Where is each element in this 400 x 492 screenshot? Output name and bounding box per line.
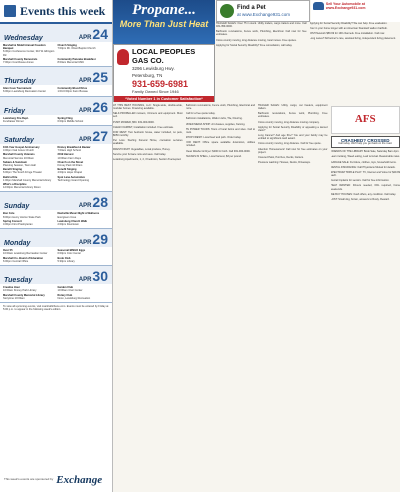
event-item[interactable] [3,249,55,255]
classified-ad: Applying for Social Security Disability? Free consultation, call today. [216,43,293,47]
event-details: 10:00am Farm Days [57,156,81,160]
classified-column-3 [258,104,328,492]
afs-ad[interactable] [331,106,400,134]
classified-ad: Long Lanes? Alzheimer's care, assisted living, independent living placement. [309,37,396,41]
day-month: APR [78,277,92,284]
event-details: 6:00pm The South Fringe Theater [3,171,42,175]
event-item[interactable] [58,161,110,167]
event-item[interactable] [3,153,55,159]
event-title: Community Blood Drive [57,87,88,91]
classified-ad: Bathroom installations, Walk-in tubs, Tile, Flooring. [185,117,243,121]
classifieds-area [113,0,400,492]
event-item[interactable] [58,58,110,64]
event-item[interactable] [58,176,110,182]
classified-ad: Lewisburg Apartments, 1, 2, 3 bedroom, Section 8 accepted. [113,157,182,161]
event-list [0,247,112,265]
day-month: APR [78,203,92,210]
propane-ad[interactable] [113,0,215,44]
lpg-address-1: 3296 Lewisburg Hwy. [132,66,175,71]
classified-ad: Cross country moving, long distance moving, local moves. Free quotes. [216,38,297,42]
day-number: 30 [92,268,108,285]
event-item[interactable] [3,183,55,189]
event-title: Spot Lane Automotive [57,175,85,179]
day-number: 27 [92,128,108,145]
calendar-icon [4,5,16,17]
event-title: Church on the Street [57,160,84,164]
event-list [0,85,112,95]
propane-subhead: More Than Just Heat [119,19,209,29]
classified-ad: SPECTRUM TRIPLE PLAY: TV, Internet and Voice for $29.99 each. [330,170,400,178]
classified-ad: WE BUY HOUSES: Cash offers, any condition. Call today. [330,192,397,196]
event-item[interactable] [3,87,55,93]
event-title: Marshall County Memorial Library [3,293,45,297]
event-item[interactable] [3,212,55,218]
car-icon [313,2,324,10]
event-item[interactable] [58,294,110,300]
event-details: 10:00am Civic Center [57,289,83,293]
day-name: Sunday [4,203,30,211]
event-item[interactable] [3,44,55,57]
event-title: Build a Kite [3,175,18,179]
event-title: What's a Discipline [3,183,27,187]
exchange-logo: Exchange [56,474,103,486]
classified-ad: Lawn mowing, Weed eating, Leaf removal. Reasonable rates. [330,155,400,159]
event-title: Marshall & Slidell Annual Freedom Banquet [3,44,46,51]
event-item[interactable] [58,212,110,218]
classified-ad: Applying for Social Security Disability? We can help. Free evaluation. [309,22,388,25]
event-item[interactable] [3,58,55,64]
day-header [0,229,112,247]
day-header [0,97,112,115]
classified-ad: FOR RENT: Office space available downtown, utilities included. [185,141,255,148]
day-name: Friday [4,107,26,115]
find-a-pet-ad[interactable] [216,0,310,22]
crash-ad[interactable] [331,136,400,148]
find-pet-url: at www.Exchange931.com [237,12,291,17]
event-details: 6:00pm Lewisburg Recreation Center [3,90,46,94]
event-details: 8:00pm Henry Horton State Park [3,215,41,219]
day-header [0,126,112,144]
event-details: 7:00pm Courthouse Annex [3,61,34,65]
afs-logo: AFS [354,113,376,126]
day-name: Wednesday [4,35,43,42]
classified-column-top-left [216,22,307,104]
event-list [0,42,112,66]
day-name: Saturday [4,137,34,145]
event-details: 10:00am Lewisburg Recreation Center [3,252,48,256]
day-date [79,268,108,284]
event-list [0,284,112,302]
event-details: 8:00am Memorial UMC [57,61,85,65]
classified-ad: CLEAN CARPET, Installation included. Free estimate. [113,125,174,129]
day-number: 24 [92,26,108,42]
lpg-address-2: Petersburg, TN [132,72,163,78]
event-list [0,144,112,191]
day-header [0,192,112,210]
event-title: Spring Concert [3,219,22,223]
day-name: Tuesday [4,277,33,285]
event-title: Marshall County Democrats [3,57,38,61]
day-date [79,26,108,42]
event-details: 4:00pm Hope Chapel [57,171,83,175]
event-details: 7:00pm Mt. Olivet Baptist Church [57,47,96,51]
day-month: APR [78,78,92,85]
classified-column-1 [113,104,183,492]
day-name: Monday [4,240,31,248]
classified-ad: DENTAL INSURANCE: Call Physicians Mutual for details. [330,165,396,169]
day-month: APR [78,107,92,114]
classified-ad: Covered Patio, Porches, Decks, Gutters. [258,155,304,159]
event-details: Kinney Park 10:00am [57,164,83,168]
event-item[interactable] [3,220,55,226]
event-details: Noon, Lewisburg Recreation [57,296,91,300]
event-title: Subaru & Sundown [3,160,27,164]
day-header [0,24,112,42]
event-details: 4:00pm First Presbyterian [3,223,33,227]
classified-ad: Pet Loss: Sterling Funeral Home, cremation services available. [113,139,183,146]
propane-headline: Propane... [132,2,196,18]
sell-car-title: Sell Your Automobile at www.Exchange931.com [325,2,366,10]
event-details: 2:00pm Downtown [57,223,79,227]
classified-ad: Call for a free quote today. [185,112,216,116]
day-name: Thursday [4,78,36,86]
day-section [0,97,112,126]
event-details: Planning Session, Town Hall [3,164,36,168]
events-header [0,0,112,24]
event-details: 5:30pm Library [57,259,75,263]
classified-ad: FRIENDS OF THE LIBRARY Book Sale, Saturday 8am-2pm. [330,150,400,154]
day-month: APR [78,137,92,144]
event-details: Technology Grand Opening [57,178,90,182]
classifieds-top [216,22,400,104]
event-item[interactable] [58,257,110,263]
classified-ad: SHOP FRESH: Local beef and pork. Order today. [185,136,242,140]
day-date [79,69,108,85]
classified-ad: Lung Cancer? And age 60+? You and your family may be entitled to significant cash award. [258,134,328,141]
event-item[interactable] [58,286,110,292]
classified-ad: Bathroom renovations, Fence work, Plumbing, Electrical and more. [185,104,255,111]
events-footer: To view all upcoming events, visit marshalltribune.com. Events must be entered by Friday at 5:00 p.m. to appear in the following week's edition. [3,304,109,312]
event-details: Storytime 10:00am [3,296,25,300]
classified-ad: Pressure washing: Houses, Decks, Driveways. [258,161,311,165]
event-details: 6:00pm Central Office [3,259,29,263]
event-title: Spring Fling [57,116,73,120]
local-peoples-gas-ad[interactable] [113,44,215,102]
events-column [0,0,113,492]
crash-title: CRASHED? CROSSED [340,138,390,143]
classified-ad: FOR RENT: Two bedroom house, water included, no pets, $650 monthly. [113,130,183,138]
event-item[interactable] [58,168,110,174]
event-title: Marshall County Veterans [3,153,35,157]
find-pet-title: Find a Pet [237,5,266,11]
day-date [79,231,108,247]
classified-ad: TRAILER SALES: Utility, cargo, car haulers, equipment trailers. [258,104,328,111]
event-title: Book Club [57,256,71,260]
event-title: Marshall Co. Board of Education [3,256,44,260]
event-details: 12:00pm Memorial Library Room [3,186,41,190]
event-item[interactable] [3,286,55,292]
day-month: APR [78,240,92,247]
event-title: Benefit Singing [3,168,23,172]
day-header [0,67,112,85]
classified-ad: Dental Implants for seniors. Call for free information. [330,179,390,183]
event-details: Fundraiser Dinner [3,119,24,123]
event-title: Seasonal BINGO Eggs [57,249,86,253]
event-item[interactable] [3,294,55,300]
classified-ad: Cross country moving, long distance moving company. [258,120,320,124]
crash-text: Call today. We'll help you get back on the road. [338,142,393,146]
classified-ad: Applying for Social Security Disability or appealing a denied claim? [258,125,328,132]
event-title: Rotary Club [57,293,73,297]
classified-column-top-right [310,22,400,104]
lpg-name: LOCAL PEOPLES GAS CO. [132,47,196,65]
event-item[interactable] [58,153,110,159]
event-details: 1:00pm Marshall County Memorial Library [3,178,52,182]
day-number: 26 [92,98,108,115]
event-item[interactable] [58,249,110,255]
event-details: 10:00am Kinney Park Library [3,289,37,293]
event-details: 1:00-6:00pm Farm Bureau [57,90,88,94]
day-number: 29 [92,231,108,248]
event-details: Evergreen Cove [57,215,77,219]
day-date [79,99,108,115]
lpg-phone: 931-659-6981 [132,79,189,89]
day-section [0,24,112,67]
event-title: Nashville Music Night of Balloons [57,212,100,216]
events-title: Events this week [20,3,106,18]
event-title: Community Pancake Breakfast [57,57,96,61]
event-title: Benefit Singing [57,168,77,172]
exchange-sponsor [4,472,108,488]
classifieds-main [113,104,400,492]
classified-ad: FRESH FRUIT: Vegetables, Local produce, Honey. [113,147,171,151]
event-details: 7:00am High School [57,149,81,153]
day-section [0,67,112,96]
day-number: 25 [92,69,108,86]
event-title: Lewisburg Fire Dept. [3,116,29,120]
paw-icon [220,4,234,18]
classified-ad: Attention Homeowners! Call now for free estimates on your project. [258,147,328,154]
classified-ad: TRAILER SALES: Over 75 in stock. Utility trailers, cargo trailers and more. Call 931-359-0000. [216,22,307,29]
event-item[interactable] [3,161,55,167]
classified-ad: MIXED MEDIA SHOP: Art classes, supplies, framing. [185,122,246,126]
classified-ad: LOST: Small dog, brown, answers to Rusty. Reward. [330,197,390,201]
day-number: 28 [92,194,108,211]
classified-column-2 [186,104,256,492]
classified-ad: Your in your home longer with an American Standard walk-in bathtub. [309,27,388,31]
event-details: 6:00pm Civic Center [57,252,81,256]
event-item[interactable] [3,257,55,263]
day-section [0,192,112,229]
events-days [0,24,112,303]
day-date [79,128,108,144]
event-item[interactable] [58,87,110,93]
classified-ad: Bathroom renovations, Fence work, Plumbing. Free estimates. [258,112,328,119]
classified-ad: PECANS IN SHELL, Local harvest, $3 per pound. [185,154,242,158]
classified-column-4 [331,104,400,492]
event-title: Creative Hour [3,286,21,290]
event-item[interactable] [58,44,110,57]
event-title: Kinney Breakfast & Bazaar [57,146,91,150]
day-section [0,126,112,192]
event-list [0,115,112,125]
event-title: Glen Cove Tournament [3,87,32,91]
sell-automobile-ad[interactable] [311,0,400,22]
flame-icon [117,49,129,65]
classified-column-4-list [331,150,400,201]
event-title: Bon Cole [3,212,15,216]
event-title: Lewisburg Church Walk [57,219,87,223]
classified-ad: GARAGE SALE: Furniture, clothes, toys, household items. [330,160,397,164]
classified-ad: DISH Network $59.99 for 190 channels. Free installation. Call now. [309,32,385,36]
event-item[interactable] [3,168,55,174]
classified-ad: HELP WANTED: Drivers needed, CDL required, home weekends. [330,184,400,191]
exchange-sub: This week's events are sponsored by [4,477,54,482]
event-title: 10th Year Gospel Anniversary [3,146,40,150]
lpg-award: *Voted Number 1 in Customer Satisfaction* [114,96,214,102]
event-item[interactable] [3,117,55,123]
classified-ad: Clean Washer & Dryer: $200 for both. Call 931-000-0000. [185,149,251,153]
event-details: 6:30pm Conference Center, 310 W. Ellington Rd [3,50,55,57]
day-section [0,229,112,266]
classified-ad: Service your furnace now and save. Call today. [113,152,167,156]
classified-ad: AT THIS BEST HOUSING, LLC: Single-wide, double-wide, modular homes. Financing available. [113,104,183,111]
event-details: 6:00pm Middle School [57,119,84,123]
event-title: 2019 Harvest [57,153,74,157]
day-header [0,266,112,284]
day-date [79,194,108,210]
event-item[interactable] [58,117,110,123]
classified-ad: PUSH MOWER, $50. 931-000-0000. [113,120,155,124]
event-item[interactable] [3,146,55,152]
event-title: Church Singing [57,44,77,47]
event-item[interactable] [58,220,110,226]
lpg-tagline: Family Owned Since 1946 [132,89,179,94]
day-section [0,266,112,303]
event-details: 4:00pm Oak Grove Church [3,149,34,153]
event-item[interactable] [3,176,55,182]
classified-ad: Bathroom renovations, Fence work, Plumbing, Electrical. Call now for free estimates. [216,30,307,37]
event-list [0,210,112,228]
classified-ad: TN POWER TOURS: Tours of local farms and sites. Call to book. [185,127,255,134]
event-title: Over 55 [3,249,13,253]
classified-ad: Cross country moving, long distance. Call for free quote. [258,142,322,146]
event-details: Memorial Service 10:00am [3,156,34,160]
event-title: Garden Club [57,286,74,290]
classified-ad: SELF-PROPELLED mowers, trimmers and equipment. Must sell. [113,112,183,119]
event-item[interactable] [58,146,110,152]
day-month: APR [78,35,92,41]
